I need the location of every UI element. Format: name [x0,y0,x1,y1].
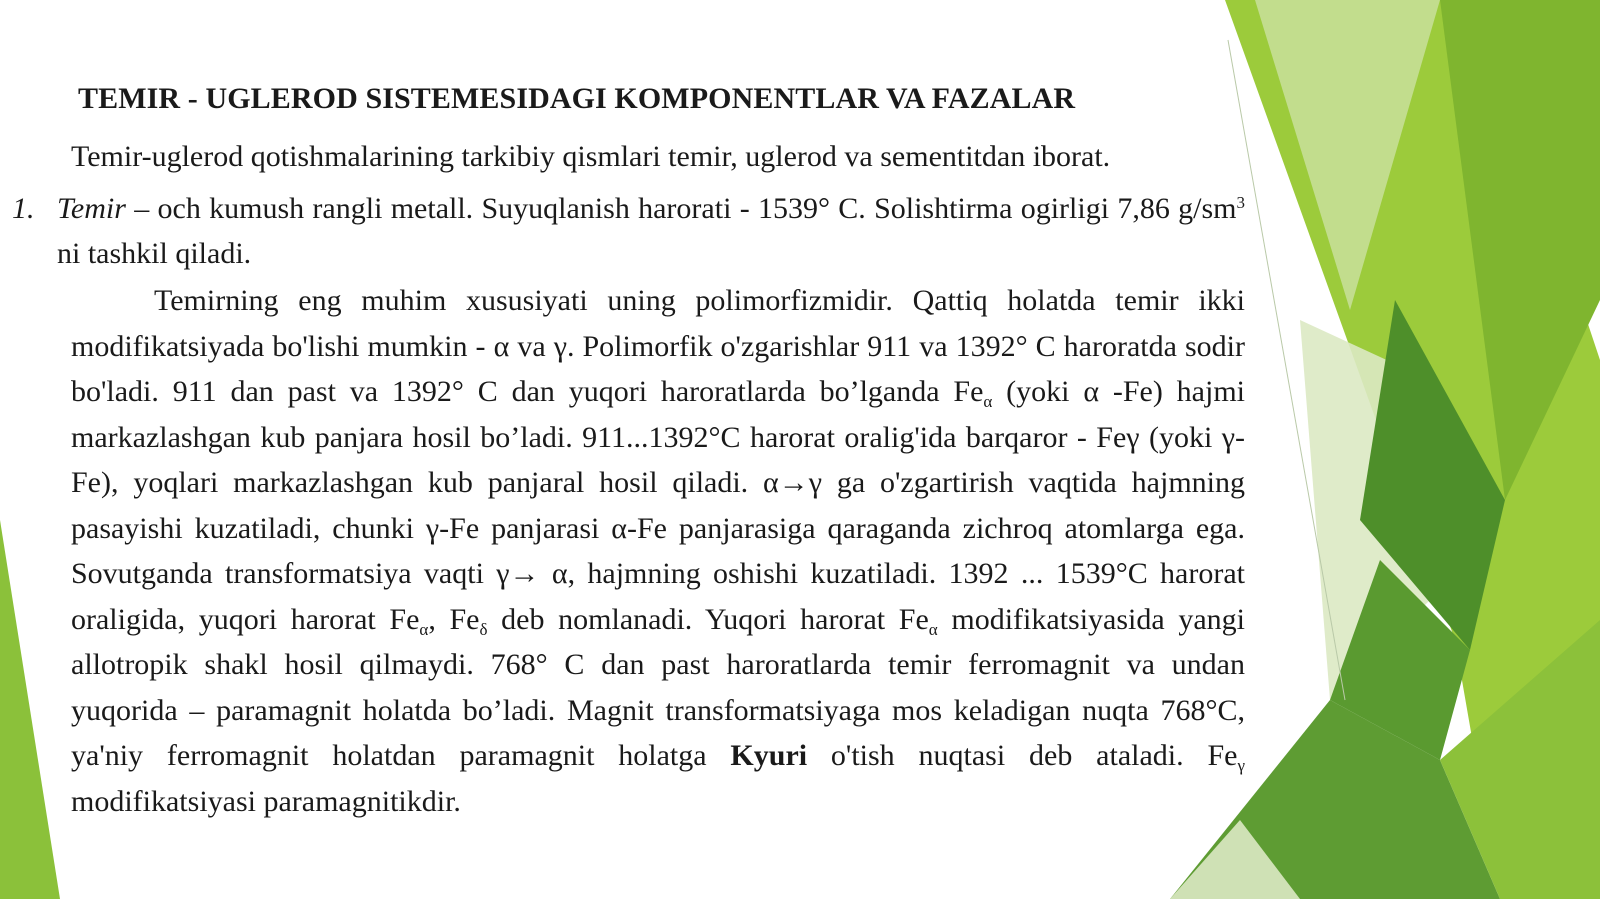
para-s3: , Fe [428,602,480,636]
list-item-1 [12,186,1245,276]
list-number: 1. [12,192,35,225]
bold-kyuri: Kyuri [730,739,808,772]
term-temir: Temir [57,192,126,225]
main-paragraph [71,278,1245,824]
para-s6: o'tish nuqtasi deb ataladi. Fe [807,739,1238,772]
para-s5: modifikatsiyasida yangi allotropik shakl hosil qilmaydi. 768° C dan past haroratlarda temir ferromagnit va undan yuqorida – paramagnit holatda bo’ladi. Magnit transformatsiyaga mos keladigan nuqta 768°C, ya'niy ferromagnit holatdan paramagnit holatga [71,602,1245,772]
item-text-b: ni tashkil qiladi. [57,237,252,270]
para-s7: modifikatsiyasi paramagnitikdir. [71,784,461,818]
left-green-shape [0,520,60,899]
sub-alpha-1: α [983,392,993,411]
slide-title: TEMIR - UGLEROD SISTEMESIDAGI KOMPONENTLAR VA FAZALAR [78,82,1076,115]
para-s1: Temirning eng muhim xususiyati uning polimorfizmidir. Qattiq holatda temir ikki modifikatsiyada bo'lishi mumkin - α va γ. Polimorfik o'zgarishlar 911 va 1392° C haroratda sodir bo'ladi. 911 dan past va 1392° C dan yuqori haroratlarda bo’lganda Fe [71,284,1245,408]
intro-sentence: Temir-uglerod qotishmalarining tarkibiy qismlari temir, uglerod va sementitdan iborat. [71,140,1111,173]
sub-alpha-2: α [419,619,429,639]
para-s4: deb nomlanadi. Yuqori harorat Fe [487,602,929,636]
list-item-body [57,186,1245,276]
sub-gamma: γ [1237,756,1245,775]
sub-alpha-3: α [928,619,938,639]
sub-delta: δ [479,619,488,639]
item-text-a: – och kumush rangli metall. Suyuqlanish harorati - 1539° C. Solishtirma ogirligi 7,86 g/sm [125,192,1237,225]
para-s2: (yoki α -Fe) hajmi markazlashgan kub panjara hosil bo’ladi. 911...1392°C harorat oralig'ida barqaror - Feγ (yoki γ-Fe), yoqlari markazlashgan kub panjaral hosil qiladi. α→γ ga o'zgartirish vaqtida hajmning pasayishi kuzatiladi, chunki γ-Fe panjarasi α-Fe panjarasiga qaraganda zichroq atomlarga ega. Sovutganda transformatsiya vaqti γ→ α, hajmning oshishi kuzatiladi. 1392 ... 1539°C harorat oraligida, yuqori harorat Fe [71,375,1246,636]
superscript-3: 3 [1236,193,1245,212]
